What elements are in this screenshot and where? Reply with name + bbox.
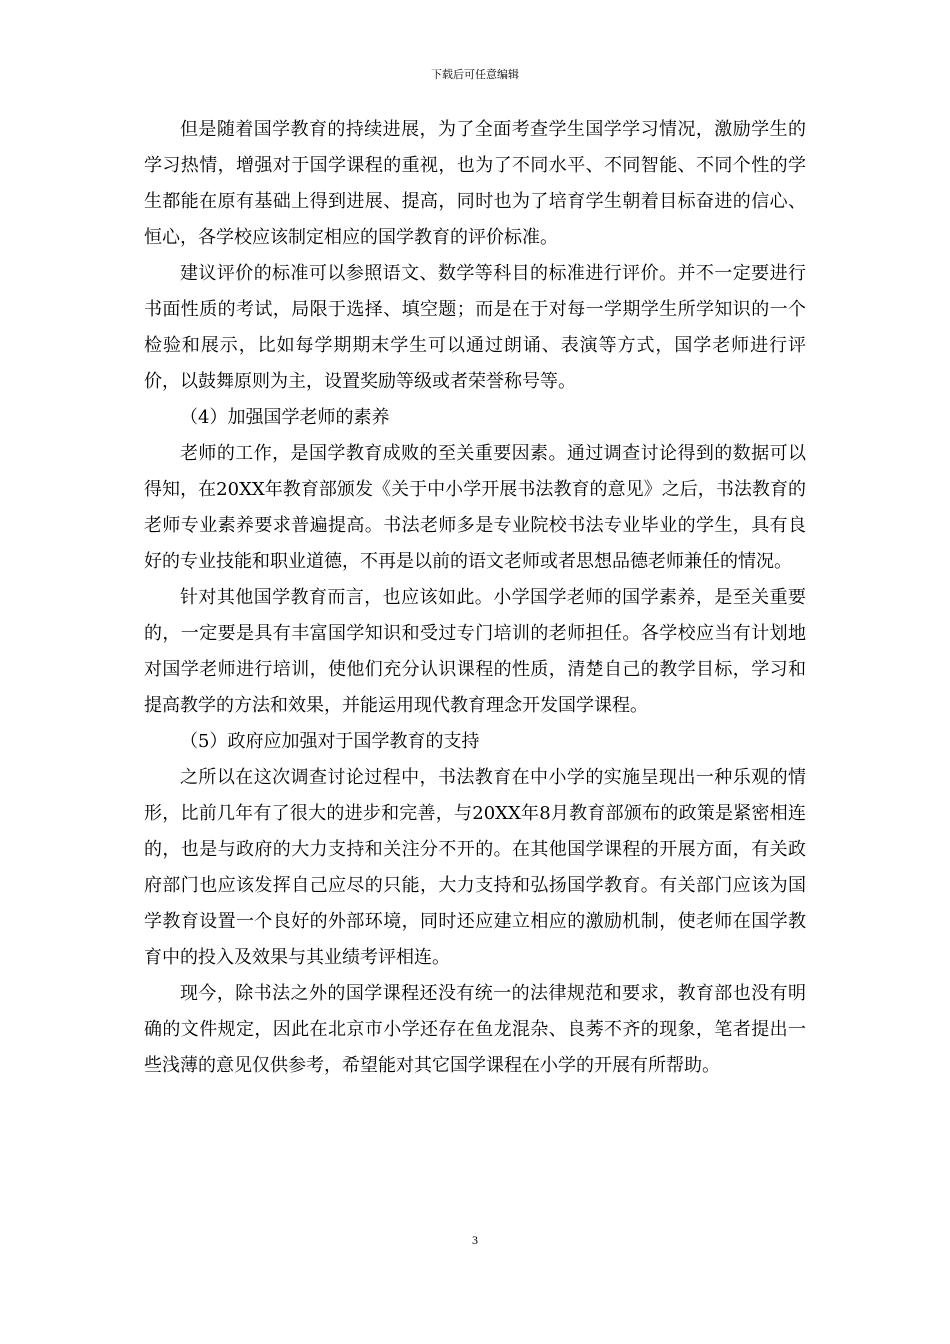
paragraph: 老师的工作，是国学教育成败的至关重要因素。通过调查讨论得到的数据可以得知，在20XX年教育部颁发《关于中小学开展书法教育的意见》之后，书法教育的老师专业素养要求普遍提高。书法老师多是专业院校书法专业毕业的学生，具有良好的专业技能和职业道德，不再是以前的语文老师或者思想品德老师兼任的情况。 [144, 443, 806, 572]
paragraph: 针对其他国学教育而言，也应该如此。小学国学老师的国学素养，是至关重要的，一定要是具有丰富国学知识和受过专门培训的老师担任。各学校应当有计划地对国学老师进行培训，使他们充分认识课程的性质，清楚自己的教学目标，学习和提高教学的方法和效果，并能运用现代教育理念开发国学课程。 [144, 587, 806, 716]
page-header: 下载后可任意编辑 [431, 68, 519, 81]
section-heading: （5）政府应加强对于国学教育的支持 [180, 731, 480, 752]
section-heading: （4）加强国学老师的素养 [180, 407, 390, 428]
page-number: 3 [472, 1233, 478, 1247]
paragraph: 但是随着国学教育的持续进展，为了全面考查学生国学学习情况，激励学生的学习热情，增强对于国学课程的重视，也为了不同水平、不同智能、不同个性的学生都能在原有基础上得到进展、提高，同时也为了培育学生朝着目标奋进的信心、恒心，各学校应该制定相应的国学教育的评价标准。 [144, 119, 806, 248]
paragraph: 之所以在这次调查讨论过程中，书法教育在中小学的实施呈现出一种乐观的情形，比前几年有了很大的进步和完善，与20XX年8月教育部颁布的政策是紧密相连的，也是与政府的大力支持和关注分不开的。在其他国学课程的开展方面，有关政府部门也应该发挥自己应尽的只能，大力支持和弘扬国学教育。有关部门应该为国学教育设置一个良好的外部环境，同时还应建立相应的激励机制，使老师在国学教育中的投入及效果与其业绩考评相连。 [144, 767, 806, 968]
paragraph: 建议评价的标准可以参照语文、数学等科目的标准进行评价。并不一定要进行书面性质的考试，局限于选择、填空题；而是在于对每一学期学生所学知识的一个检验和展示，比如每学期期末学生可以通过朗诵、表演等方式，国学老师进行评价，以鼓舞原则为主，设置奖励等级或者荣誉称号等。 [144, 263, 806, 392]
document-body [144, 112, 806, 1084]
paragraph: 现今，除书法之外的国学课程还没有统一的法律规范和要求，教育部也没有明确的文件规定，因此在北京市小学还存在鱼龙混杂、良莠不齐的现象，笔者提出一些浅薄的意见仅供参考，希望能对其它国学课程在小学的开展有所帮助。 [144, 983, 806, 1076]
